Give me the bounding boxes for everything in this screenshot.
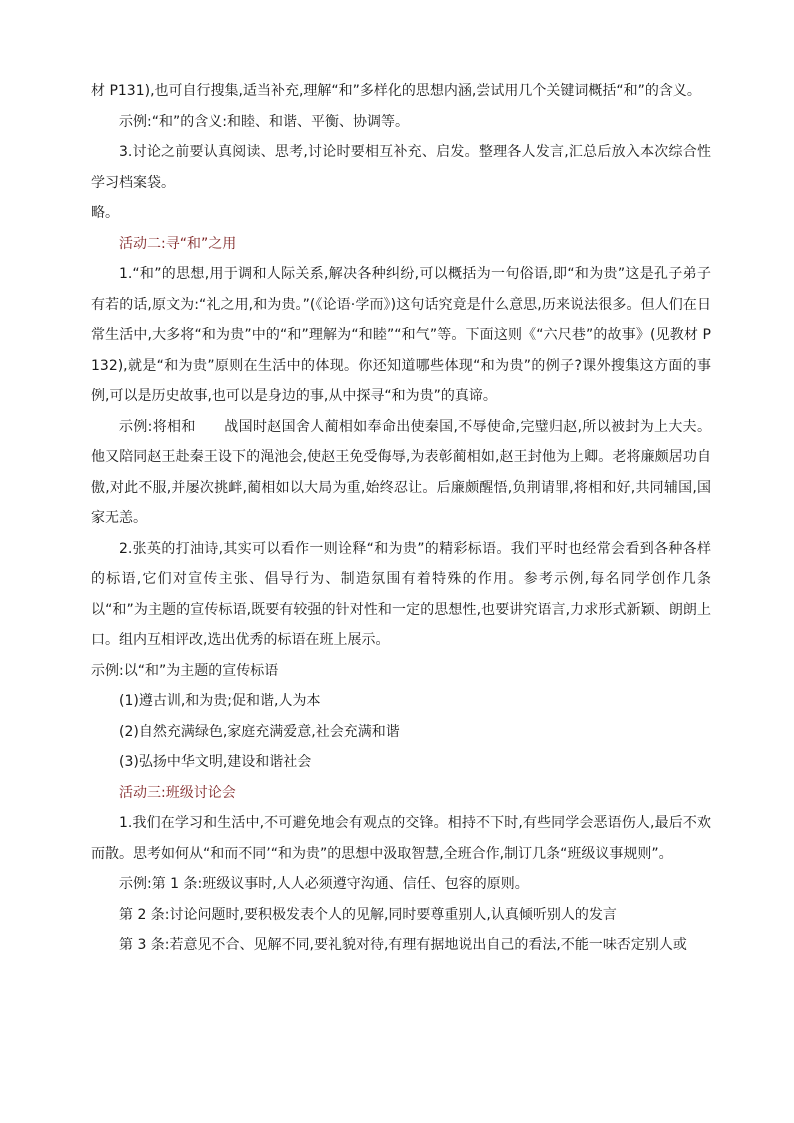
paragraph-class-rules-task: 1.我们在学习和生活中,不可避免地会有观点的交锋。相持不下时,有些同学会恶语伤人,最后不欢而散。思考如何从“和而不同’“和为贵”的思想中汲取智慧,全班合作,制订几条“班级议事规则”。	[91, 815, 711, 862]
slogan-item-2: (2)自然充满绿色,家庭充满爱意,社会充满和谐	[119, 723, 400, 740]
paragraph-rule-2: 第 2 条:讨论问题时,要积极发表个人的见解,同时要尊重别人,认真倾听别人的发言	[119, 906, 617, 923]
paragraph-discussion-tip: 3.讨论之前要认真阅读、思考,讨论时要相互补充、启发。整理各人发言,汇总后放入本次综合性学习档案袋。	[91, 144, 711, 191]
document-body	[91, 76, 711, 961]
paragraph-slogan-task: 2.张英的打油诗,其实可以看作一则诠释“和为贵”的精彩标语。我们平时也经常会看到各种各样的标语,它们对宣传主张、倡导行为、制造氛围有着特殊的作用。参考示例,每名同学创作几条以“和”为主题的宣传标语,既要有较强的针对性和一定的思想性,也要讲究语言,力求形式新颖、朗朗上口。组内互相评改,选出优秀的标语在班上展示。	[91, 540, 711, 648]
paragraph-example-jiang-xiang-he: 示例:将相和 战国时赵国舍人蔺相如奉命出使秦国,不辱使命,完璧归赵,所以被封为上大夫。他又陪同赵王赴秦王设下的渑池会,使赵王免受侮辱,为表彰蔺相如,赵王封他为上卿。老将廉颇居功自傲,对此不服,并屡次挑衅,蔺相如以大局为重,始终忍让。后廉颇醒悟,负荆请罪,将相和好,共同辅国,国家无恙。	[91, 418, 711, 526]
paragraph-omitted: 略。	[91, 205, 119, 221]
paragraph-continued-keywords: 材 P131),也可自行搜集,适当补充,理解“和”多样化的思想内涵,尝试用几个关键词概括“和”的含义。	[91, 83, 701, 99]
slogan-item-3: (3)弘扬中华文明,建设和谐社会	[119, 754, 312, 770]
section-heading-activity-3: 活动三:班级讨论会	[119, 784, 236, 801]
section-heading-activity-2: 活动二:寻“和”之用	[119, 235, 237, 252]
paragraph-rule-3: 第 3 条:若意见不合、见解不同,要礼貌对待,有理有据地说出自己的看法,不能一味否定别人或	[119, 937, 687, 953]
slogan-item-1: (1)遵古训,和为贵;促和谐,人为本	[119, 693, 321, 709]
paragraph-he-wei-gui: 1.“和”的思想,用于调和人际关系,解决各种纠纷,可以概括为一句俗语,即“和为贵”这是孔子弟子有若的话,原文为:“礼之用,和为贵。”(《论语·学而》)这句话究竟是什么意思,历来说法很多。但人们在日常生活中,大多将“和为贵”中的“和”理解为“和睦”“和气”等。下面这则《“六尺巷”的故事》(见教材 P132),就是“和为贵”原则在生活中的体现。你还知道哪些体现“和为贵”的例子?课外搜集这方面的事例,可以是历史故事,也可以是身边的事,从中探寻“和为贵”的真谛。	[91, 266, 711, 404]
paragraph-rule-1: 示例:第 1 条:班级议事时,人人必须遵守沟通、信任、包容的原则。	[119, 876, 529, 892]
paragraph-example-meaning: 示例:“和”的含义:和睦、和谐、平衡、协调等。	[119, 113, 409, 130]
paragraph-slogan-example-title: 示例:以“和”为主题的宣传标语	[91, 662, 279, 679]
